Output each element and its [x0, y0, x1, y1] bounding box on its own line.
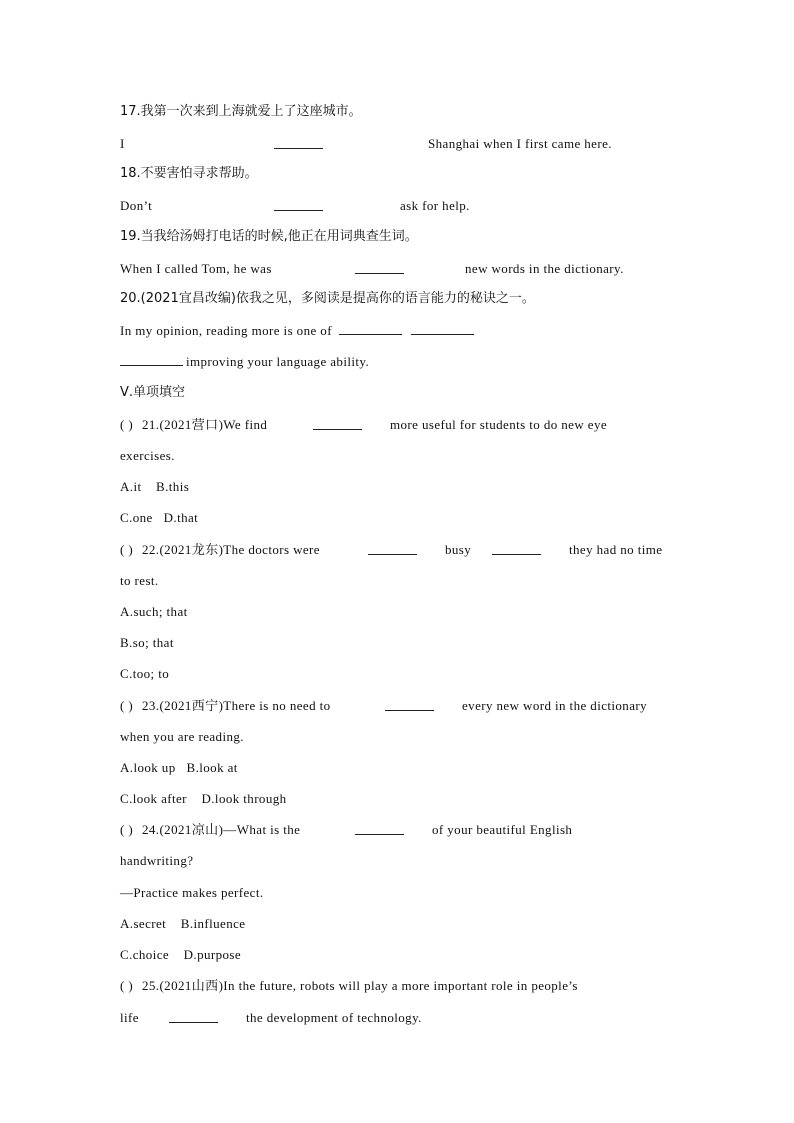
q24-paren[interactable]: ( )	[120, 822, 134, 837]
q23-stem	[120, 695, 680, 717]
q21-options-ab[interactable]: A.it B.this	[120, 479, 190, 494]
q23-paren[interactable]: ( )	[120, 698, 134, 713]
q22-text-b: busy	[445, 542, 472, 557]
q21-stem-cont: exercises.	[120, 448, 175, 463]
q24-text-a: 24.(2021凉山)—What is the	[142, 822, 301, 837]
q20-text-b: improving your language ability.	[186, 354, 370, 369]
q21-stem	[120, 414, 680, 436]
q18-blank[interactable]	[274, 210, 323, 211]
q22-blank-1[interactable]	[368, 554, 417, 555]
q20-blank-2[interactable]	[411, 320, 474, 335]
q25-paren[interactable]: ( )	[120, 978, 134, 993]
q25-text-a: 25.(2021山西)In the future, robots will play a more important role in people’s	[142, 978, 578, 993]
q22-text-c: they had no time	[569, 542, 663, 557]
q24-stem-cont: handwriting?	[120, 853, 194, 868]
q20-prompt: 20.(2021宜昌改编)依我之见，多阅读是提高你的语言能力的秘诀之一。	[120, 291, 535, 306]
q24-blank[interactable]	[355, 834, 404, 835]
q25-stem-cont	[120, 1007, 520, 1029]
q21-text-b: more useful for students to do new eye	[390, 417, 608, 432]
section-title: Ⅴ.单项填空	[120, 385, 186, 400]
q19-text-a: When I called Tom, he was	[120, 261, 272, 276]
q25-blank[interactable]	[169, 1022, 218, 1023]
q18-text-b: ask for help.	[400, 198, 470, 213]
q20-sentence-1	[120, 320, 477, 342]
q23-text-a: 23.(2021西宁)There is no need to	[142, 698, 331, 713]
q25-text-b: life	[120, 1010, 139, 1025]
q21-options-cd[interactable]: C.one D.that	[120, 510, 199, 525]
q24-stem	[120, 819, 680, 841]
q17-blank[interactable]	[274, 148, 323, 149]
q17-prompt: 17.我第一次来到上海就爱上了这座城市。	[120, 104, 362, 119]
q17-text-a: I	[120, 136, 125, 151]
q23-options-cd[interactable]: C.look after D.look through	[120, 791, 287, 806]
q19-sentence	[120, 258, 680, 280]
q21-blank[interactable]	[313, 429, 362, 430]
q22-text-a: 22.(2021龙东)The doctors were	[142, 542, 320, 557]
q21-text-a: 21.(2021营口)We find	[142, 417, 268, 432]
q19-prompt: 19.当我给汤姆打电话的时候,他正在用词典查生词。	[120, 229, 418, 244]
q18-text-a: Don’t	[120, 198, 153, 213]
q22-blank-2[interactable]	[492, 554, 541, 555]
q24-text-b: of your beautiful English	[432, 822, 573, 837]
q18-prompt: 18.不要害怕寻求帮助。	[120, 166, 258, 181]
q25-stem	[120, 975, 680, 997]
q22-stem-cont: to rest.	[120, 573, 159, 588]
q17-text-b: Shanghai when I first came here.	[428, 136, 612, 151]
q22-option-a[interactable]: A.such; that	[120, 604, 188, 619]
q19-text-b: new words in the dictionary.	[465, 261, 624, 276]
q22-option-b[interactable]: B.so; that	[120, 635, 174, 650]
q23-stem-cont: when you are reading.	[120, 729, 244, 744]
q20-blank-3[interactable]	[120, 351, 183, 366]
q24-options-ab[interactable]: A.secret B.influence	[120, 916, 246, 931]
q22-option-c[interactable]: C.too; to	[120, 666, 170, 681]
q23-text-b: every new word in the dictionary	[462, 698, 647, 713]
q20-text-a: In my opinion, reading more is one of	[120, 323, 332, 338]
q23-blank[interactable]	[385, 710, 434, 711]
q22-stem	[120, 539, 680, 561]
q18-sentence	[120, 195, 680, 217]
q24-answer-line: —Practice makes perfect.	[120, 885, 264, 900]
q20-blank-1[interactable]	[339, 320, 402, 335]
q22-paren[interactable]: ( )	[120, 542, 134, 557]
q25-text-c: the development of technology.	[246, 1010, 422, 1025]
q21-paren[interactable]: ( )	[120, 417, 134, 432]
q20-sentence-2	[120, 351, 369, 373]
q17-sentence	[120, 133, 680, 155]
q19-blank[interactable]	[355, 273, 404, 274]
q24-options-cd[interactable]: C.choice D.purpose	[120, 947, 242, 962]
q23-options-ab[interactable]: A.look up B.look at	[120, 760, 238, 775]
